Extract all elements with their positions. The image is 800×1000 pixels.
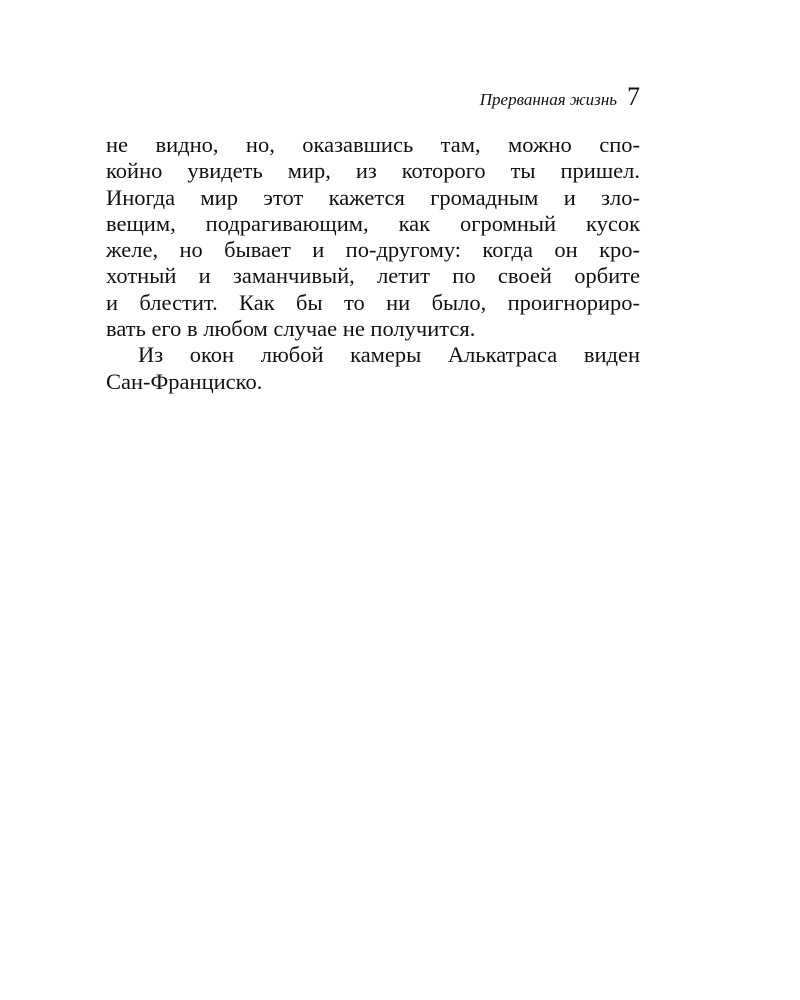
running-title: Прерванная жизнь xyxy=(479,90,617,109)
text-line: хотный и заманчивый, летит по своей орбите xyxy=(106,263,640,289)
text-line: Из окон любой камеры Алькатраса виден xyxy=(138,342,640,368)
text-line: желе, но бывает и по-другому: когда он кро- xyxy=(106,237,640,263)
paragraph-2 xyxy=(106,342,640,395)
page-number: 7 xyxy=(627,82,640,111)
paragraph-1 xyxy=(106,132,640,342)
text-line: Сан-Франциско. xyxy=(106,368,263,394)
body-text xyxy=(106,132,640,395)
text-line: вещим, подрагивающим, как огромный кусок xyxy=(106,210,640,236)
text-line: и блестит. Как бы то ни было, проигнориро- xyxy=(106,289,640,315)
text-line: не видно, но, оказавшись там, можно спо- xyxy=(106,132,640,157)
text-line: Иногда мир этот кажется громадным и зло- xyxy=(106,184,640,210)
text-line: вать его в любом случае не получится. xyxy=(106,316,476,342)
running-head xyxy=(106,82,640,112)
text-line: койно увидеть мир, из которого ты пришел. xyxy=(106,158,640,184)
